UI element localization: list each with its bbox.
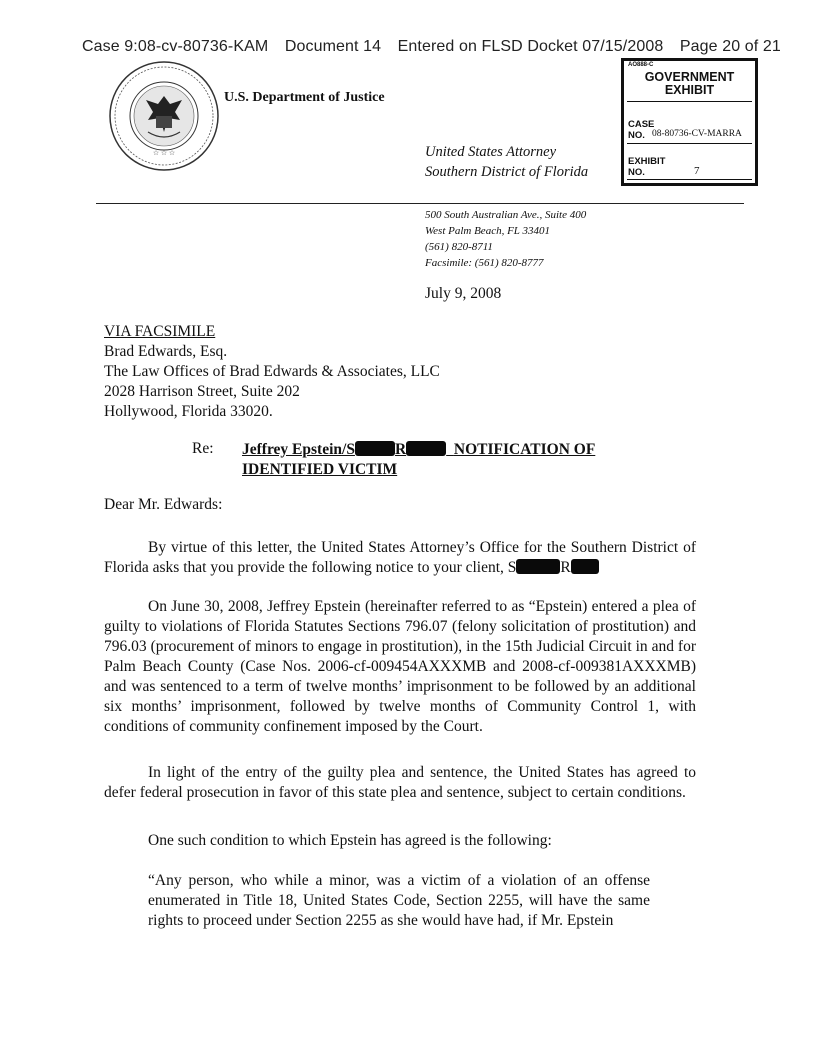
address-line: 500 South Australian Ave., Suite 400 (425, 209, 587, 221)
doj-seal-icon (108, 60, 220, 172)
recipient-line: The Law Offices of Brad Edwards & Associates, LLC (104, 363, 440, 380)
paragraph-text: By virtue of this letter, the United States Attorney’s Office for the Southern District of Florida asks that you provide the following notice to your client, S (104, 539, 696, 576)
redaction-block (516, 559, 560, 574)
recipient-line: Hollywood, Florida 33020. (104, 403, 273, 420)
redaction-block (571, 559, 599, 574)
subject-part: R (394, 441, 407, 458)
redaction-block (406, 441, 446, 456)
exhibit-case-no-label: NO. (628, 130, 645, 141)
subject-part: IDENTIFIED VICTIM (242, 461, 398, 478)
address-line: (561) 820-8711 (425, 241, 493, 253)
subject-part: NOTIFICATION OF (453, 441, 596, 458)
docket-entry: Entered on FLSD Docket 07/15/2008 (397, 38, 664, 55)
redaction-block (355, 441, 395, 456)
paragraph-text: One such condition to which Epstein has agreed is the following: (148, 832, 552, 849)
paragraph-text: On June 30, 2008, Jeffrey Epstein (hereinafter referred to as “Epstein) entered a plea of guilty to violations of Florida Statutes Sections 796.07 (felony solicitation of prostitution) and 796.03 (procurement of minors to engage in prostitution), in the 15th Judicial Circuit in and for Palm Beach County (Case Nos. 2006-cf-009454AXXXMB and 2008-cf-009381AXXXMB) and was sentenced to a term of twelve months’ imprisonment to be followed by an additional six months’ imprisonment, followed by twelve months of Community Control 1, with conditions of community confinement imposed by the Court. (104, 598, 696, 735)
paragraph-text: R (560, 559, 571, 576)
block-quote: “Any person, who while a minor, was a victim of a violation of an offense enumerated in Title 18, United States Code, Section 2255, will have the same rights to proceed under Section 2255 as she would have had, if Mr. Epstein (148, 872, 650, 929)
office-title: United States Attorney (425, 144, 557, 160)
office-district: Southern District of Florida (425, 164, 589, 180)
svg-text:☆ ☆ ☆: ☆ ☆ ☆ (152, 149, 176, 157)
exhibit-form-code: AO888-C (628, 62, 654, 68)
exhibit-sticker (621, 58, 758, 186)
exhibit-title-line1: GOVERNMENT (644, 70, 735, 84)
case-number: Case 9:08-cv-80736-KAM (82, 38, 269, 55)
letterhead-divider (96, 203, 744, 204)
subject-label: Re: (192, 440, 214, 457)
address-line: West Palm Beach, FL 33401 (425, 225, 550, 237)
subject-line (242, 440, 642, 480)
exhibit-no-label: NO. (628, 167, 645, 178)
office-address (425, 207, 586, 271)
paragraph (104, 538, 696, 578)
paragraph (104, 597, 696, 737)
paragraph (104, 831, 696, 851)
exhibit-rule (627, 179, 752, 180)
exhibit-rule (627, 143, 752, 144)
exhibit-title-line2: EXHIBIT (664, 83, 715, 97)
letter-date: July 9, 2008 (425, 285, 502, 302)
paragraph-text: In light of the entry of the guilty plea and sentence, the United States has agreed to defer federal prosecution in favor of this state plea and sentence, subject to certain conditions. (104, 764, 696, 801)
recipient-line: Brad Edwards, Esq. (104, 343, 228, 360)
exhibit-title (624, 71, 755, 97)
exhibit-rule (627, 101, 752, 102)
department-name: U.S. Department of Justice (224, 90, 385, 105)
address-line: Facsimile: (561) 820-8777 (425, 257, 544, 269)
filing-header (82, 38, 793, 56)
office-block (425, 142, 588, 182)
subject-part: Jeffrey Epstein/S (242, 441, 355, 458)
page-number: Page 20 of 21 (679, 38, 781, 55)
paragraph (104, 763, 696, 803)
recipient-line: 2028 Harrison Street, Suite 202 (104, 383, 300, 400)
exhibit-case-label: CASE (628, 119, 655, 130)
salutation: Dear Mr. Edwards: (104, 496, 223, 513)
delivery-method: VIA FACSIMILE (104, 323, 216, 340)
exhibit-label: EXHIBIT (628, 156, 666, 167)
document-number: Document 14 (284, 38, 382, 55)
exhibit-number: 7 (694, 165, 700, 177)
exhibit-case-number: 08-80736-CV-MARRA (652, 129, 742, 139)
recipient-block (104, 322, 440, 422)
